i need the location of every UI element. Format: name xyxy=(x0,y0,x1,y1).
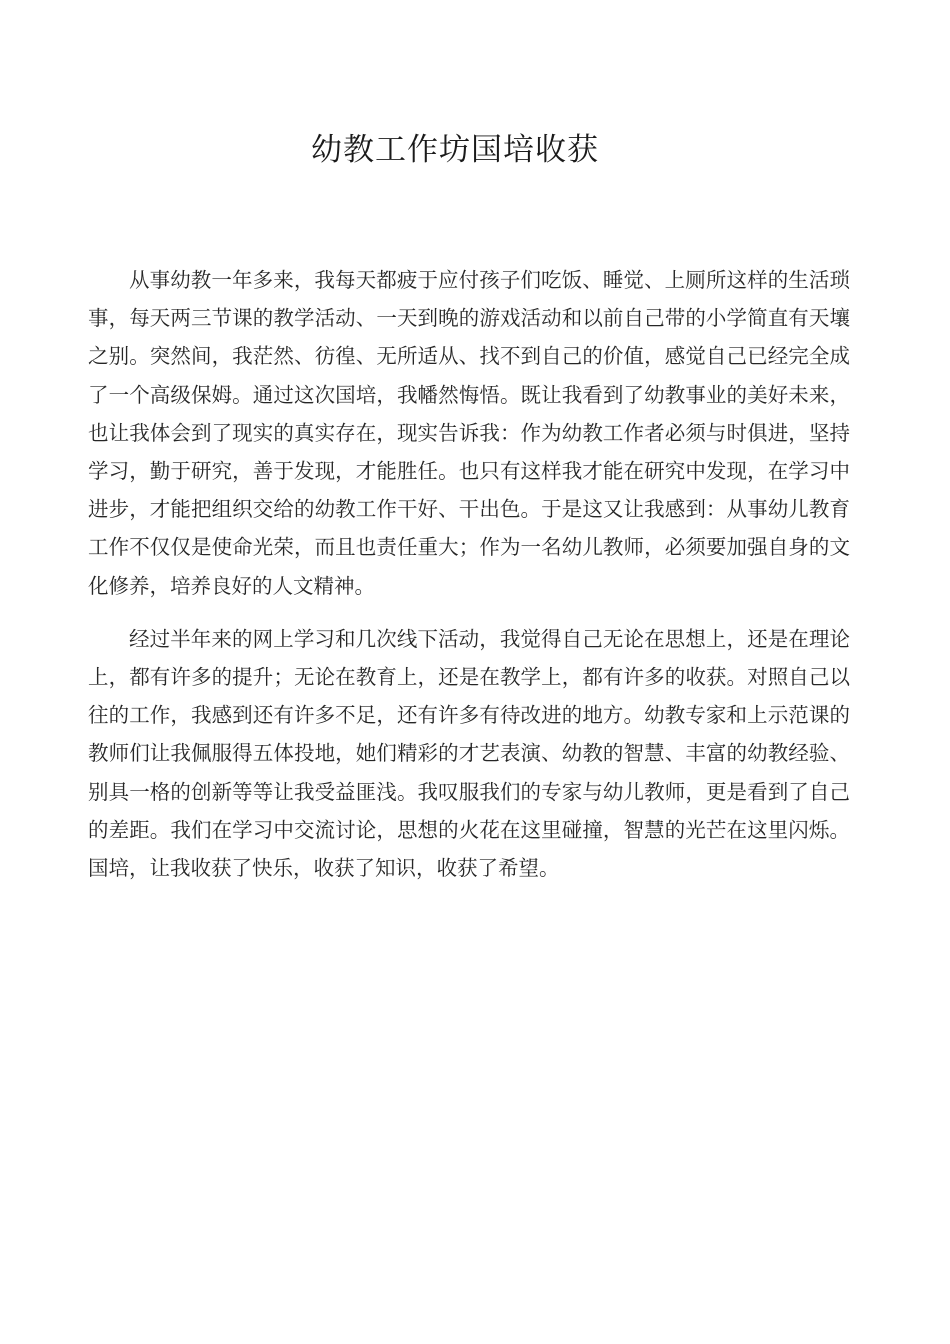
document-body xyxy=(88,261,850,887)
document-title: 幼教工作坊国培收获 xyxy=(311,132,599,168)
paragraph-1: 从事幼教一年多来，我每天都疲于应付孩子们吃饭、睡觉、上厕所这样的生活琐事，每天两三节课的教学活动、一天到晚的游戏活动和以前自己带的小学简直有天壤之别。突然间，我茫然、彷徨、无所适从、找不到自己的价值，感觉自己已经完全成了一个高级保姆。通过这次国培，我幡然悔悟。既让我看到了幼教事业的美好未来，也让我体会到了现实的真实存在，现实告诉我：作为幼教工作者必须与时俱进，坚持学习，勤于研究，善于发现，才能胜任。也只有这样我才能在研究中发现，在学习中进步，才能把组织交给的幼教工作干好、干出色。于是这又让我感到：从事幼儿教育工作不仅仅是使命光荣，而且也责任重大；作为一名幼儿教师，必须要加强自身的文化修养，培养良好的人文精神。 xyxy=(88,268,850,598)
paragraph-2: 经过半年来的网上学习和几次线下活动，我觉得自己无论在思想上，还是在理论上，都有许多的提升；无论在教育上，还是在教学上，都有许多的收获。对照自己以往的工作，我感到还有许多不足，还有许多有待改进的地方。幼教专家和上示范课的教师们让我佩服得五体投地，她们精彩的才艺表演、幼教的智慧、丰富的幼教经验、别具一格的创新等等让我受益匪浅。我叹服我们的专家与幼儿教师，更是看到了自己的差距。我们在学习中交流讨论，思想的火花在这里碰撞，智慧的光芒在这里闪烁。国培，让我收获了快乐，收获了知识，收获了希望。 xyxy=(88,626,850,881)
